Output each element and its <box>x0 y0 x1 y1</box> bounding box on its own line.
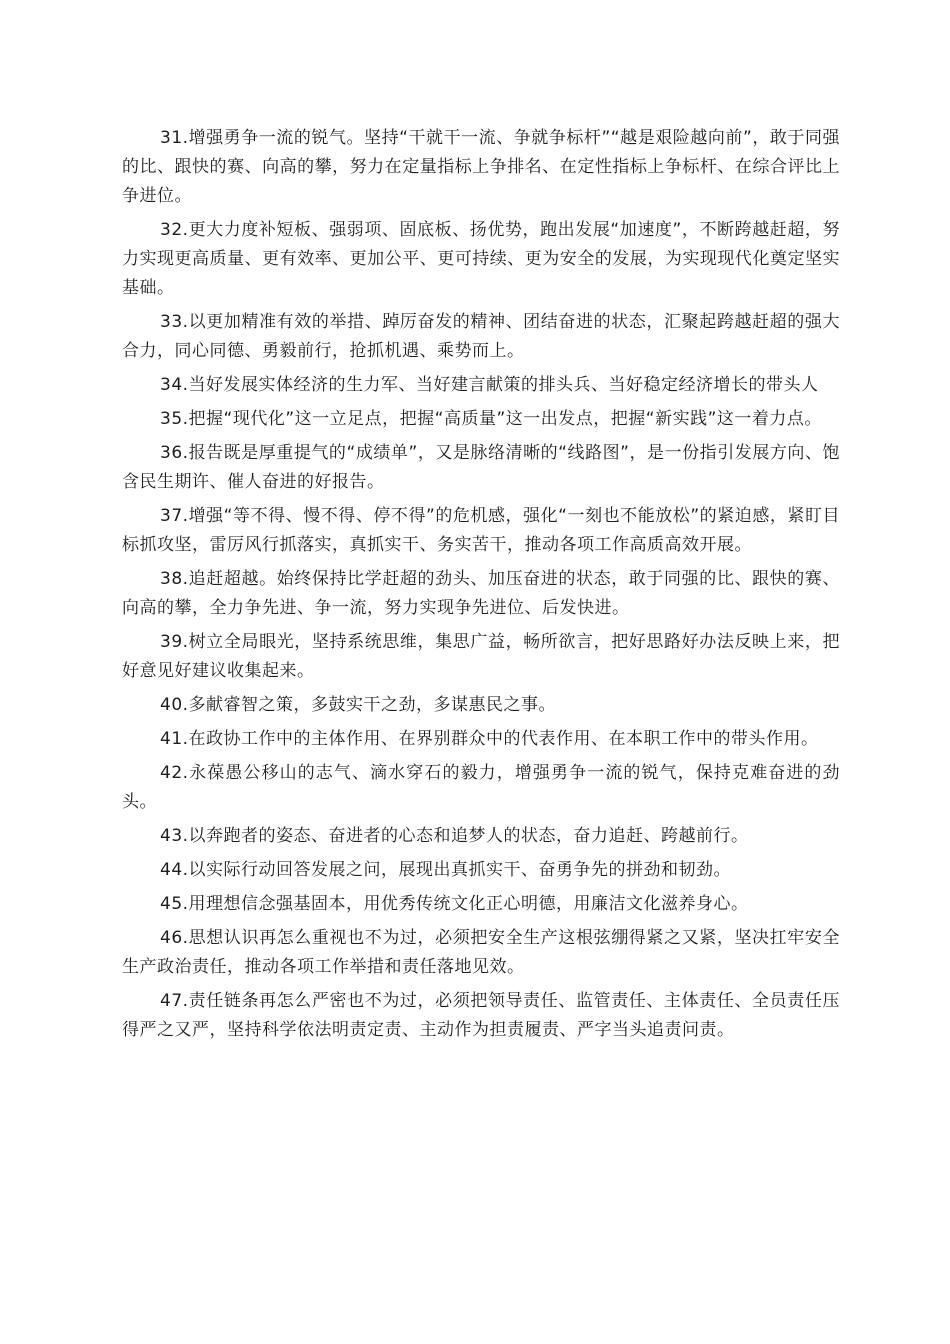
paragraph-40: 40.多献睿智之策，多鼓实干之劲，多谋惠民之事。 <box>160 695 557 715</box>
paragraph-32: 32.更大力度补短板、强弱项、固底板、扬优势，跑出发展“加速度”，不断跨越赶超，努力实现更高质量、更有效率、更加公平、更可持续、更为安全的发展，为实现现代化奠定坚实基础。 <box>122 220 840 298</box>
paragraph-46: 46.思想认识再怎么重视也不为过，必须把安全生产这根弦绷得紧之又紧，坚决扛牢安全生产政治责任，推动各项工作举措和责任落地见效。 <box>122 928 840 977</box>
paragraph-33: 33.以更加精准有效的举措、踔厉奋发的精神、团结奋进的状态，汇聚起跨越赶超的强大合力，同心同德、勇毅前行，抢抓机遇、乘势而上。 <box>122 312 840 361</box>
paragraph-31: 31.增强勇争一流的锐气。坚持“干就干一流、争就争标杆”“越是艰险越向前”，敢于同强的比、跟快的赛、向高的攀，努力在定量指标上争排名、在定性指标上争标杆、在综合评比上争进位。 <box>122 128 840 206</box>
paragraph-44: 44.以实际行动回答发展之问，展现出真抓实干、奋勇争先的拼劲和韧劲。 <box>160 860 732 880</box>
document-body <box>122 124 840 1050</box>
paragraph-41: 41.在政协工作中的主体作用、在界别群众中的代表作用、在本职工作中的带头作用。 <box>160 729 819 749</box>
paragraph-39: 39.树立全局眼光，坚持系统思维，集思广益，畅所欲言，把好思路好办法反映上来，把好意见好建议收集起来。 <box>122 632 840 681</box>
paragraph-38: 38.追赶超越。始终保持比学赶超的劲头、加压奋进的状态，敢于同强的比、跟快的赛、向高的攀，全力争先进、争一流，努力实现争先进位、后发快进。 <box>122 569 840 618</box>
paragraph-36: 36.报告既是厚重提气的“成绩单”，又是脉络清晰的“线路图”，是一份指引发展方向、饱含民生期许、催人奋进的好报告。 <box>122 443 840 492</box>
paragraph-45: 45.用理想信念强基固本，用优秀传统文化正心明德，用廉洁文化滋养身心。 <box>160 894 749 914</box>
paragraph-42: 42.永葆愚公移山的志气、滴水穿石的毅力，增强勇争一流的锐气，保持克难奋进的劲头。 <box>122 763 840 812</box>
paragraph-34: 34.当好发展实体经济的生力军、当好建言献策的排头兵、当好稳定经济增长的带头人 <box>160 375 819 395</box>
paragraph-37: 37.增强“等不得、慢不得、停不得”的危机感，强化“一刻也不能放松”的紧迫感，紧盯目标抓攻坚，雷厉风行抓落实，真抓实干、务实苦干，推动各项工作高质高效开展。 <box>122 506 840 555</box>
paragraph-43: 43.以奔跑者的姿态、奋进者的心态和追梦人的状态，奋力追赶、跨越前行。 <box>160 826 749 846</box>
paragraph-47: 47.责任链条再怎么严密也不为过，必须把领导责任、监管责任、主体责任、全员责任压得严之又严，坚持科学依法明责定责、主动作为担责履责、严字当头追责问责。 <box>122 991 840 1040</box>
paragraph-35: 35.把握“现代化”这一立足点，把握“高质量”这一出发点，把握“新实践”这一着力点。 <box>160 409 822 429</box>
